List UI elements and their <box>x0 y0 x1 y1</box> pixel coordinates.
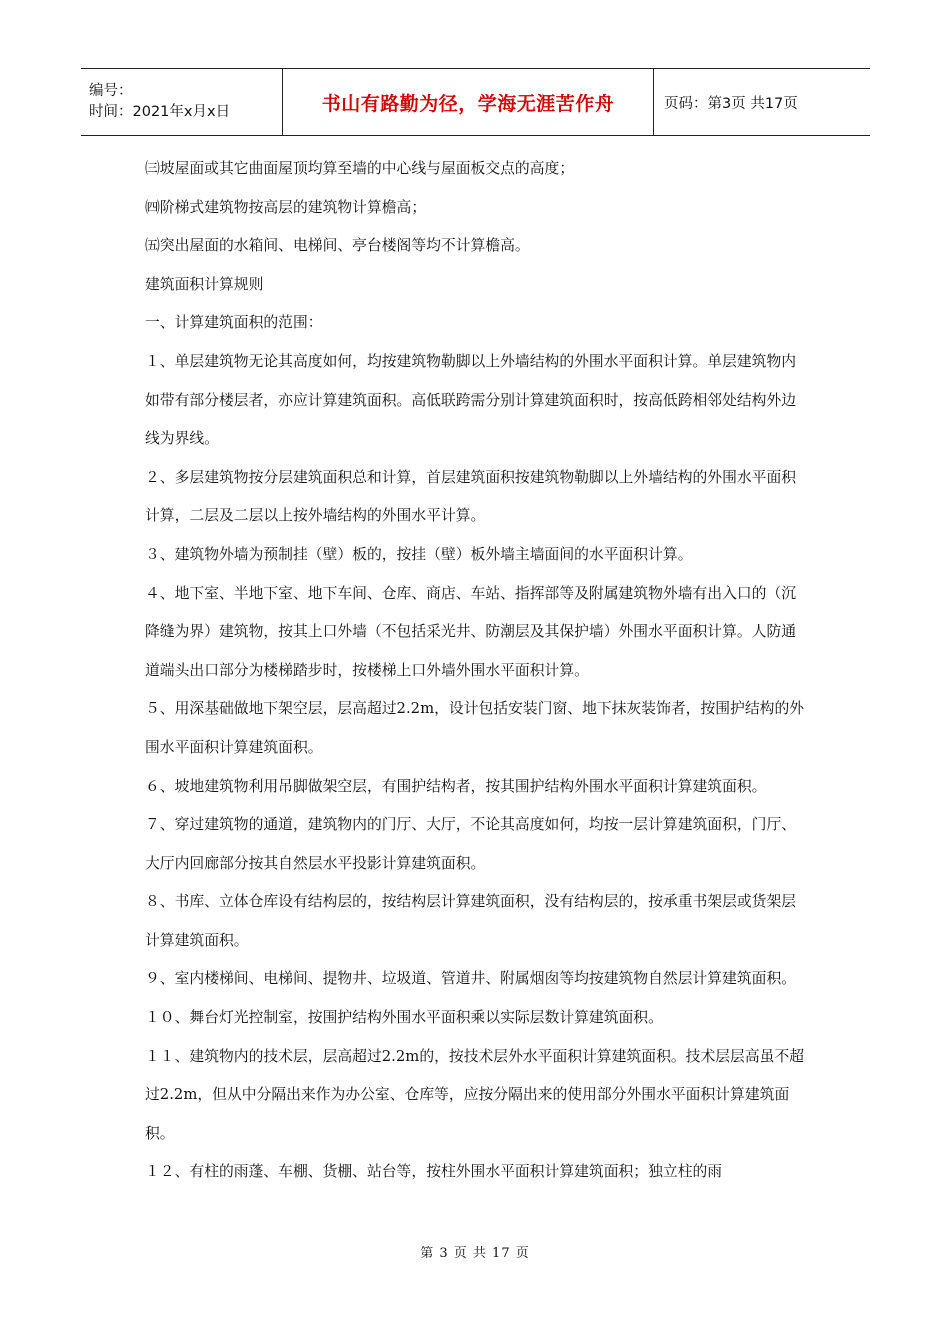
document-time-label: 时间：2021年x月x日 <box>89 104 231 120</box>
page-footer: 第 3 页 共 17 页 <box>420 1246 530 1261</box>
paragraph: ㈣阶梯式建筑物按高层的建筑物计算檐高； <box>145 198 427 216</box>
paragraph: ４、地下室、半地下室、地下车间、仓库、商店、车站、指挥部等及附属建筑物外墙有出入口的（沉降缝为界）建筑物，按其上口外墙（不包括采光井、防潮层及其保护墙）外围水平面积计算。人防通道端头出口部分为楼梯踏步时，按楼梯上口外墙外围水平面积计算。 <box>145 584 797 679</box>
paragraph: ３、建筑物外墙为预制挂（壁）板的，按挂（壁）板外墙主墙面间的水平面积计算。 <box>145 545 693 563</box>
paragraph: ９、室内楼梯间、电梯间、提物井、垃圾道、管道井、附属烟囱等均按建筑物自然层计算建筑面积。 <box>145 970 797 988</box>
paragraph: ２、多层建筑物按分层建筑面积总和计算，首层建筑面积按建筑物勒脚以上外墙结构的外围水平面积计算，二层及二层以上按外墙结构的外围水平计算。 <box>145 468 797 525</box>
paragraph: ㈤突出屋面的水箱间、电梯间、亭台楼阁等均不计算檐高。 <box>145 237 530 255</box>
paragraph: １１、建筑物内的技术层，层高超过2.2m的，按技术层外水平面积计算建筑面积。技术层层高虽不超过2.2m，但从中分隔出来作为办公室、仓库等，应按分隔出来的使用部分外围水平面积计算建筑面积。 <box>145 1047 805 1142</box>
section-subtitle: 一、计算建筑面积的范围： <box>145 314 323 332</box>
paragraph: ６、坡地建筑物利用吊脚做架空层，有围护结构者，按其围护结构外围水平面积计算建筑面积。 <box>145 777 767 795</box>
document-body <box>145 150 810 1192</box>
header-page-info: 页码：第3页 共17页 <box>664 95 798 112</box>
paragraph: １０、舞台灯光控制室，按围护结构外围水平面积乘以实际层数计算建筑面积。 <box>145 1009 663 1027</box>
document-number-label: 编号： <box>89 83 133 99</box>
page-header <box>81 68 870 136</box>
header-motto: 书山有路勤为径，学海无涯苦作舟 <box>283 69 654 135</box>
paragraph: ７、穿过建筑物的通道，建筑物内的门厅、大厅，不论其高度如何，均按一层计算建筑面积，门厅、大厅内回廊部分按其自然层水平投影计算建筑面积。 <box>145 816 797 872</box>
paragraph: ５、用深基础做地下架空层，层高超过2.2m，设计包括安装门窗、地下抹灰装饰者，按围护结构的外围水平面积计算建筑面积。 <box>145 700 805 756</box>
paragraph: ８、书库、立体仓库设有结构层的，按结构层计算建筑面积，没有结构层的，按承重书架层或货架层计算建筑面积。 <box>145 893 797 949</box>
paragraph: １、单层建筑物无论其高度如何，均按建筑物勒脚以上外墙结构的外围水平面积计算。单层建筑物内如带有部分楼层者，亦应计算建筑面积。高低联跨需分别计算建筑面积时，按高低跨相邻处结构外边线为界线。 <box>145 352 797 448</box>
paragraph: １２、有柱的雨蓬、车棚、货棚、站台等，按柱外围水平面积计算建筑面积；独立柱的雨 <box>145 1163 723 1181</box>
paragraph: ㈢坡屋面或其它曲面屋顶均算至墙的中心线与屋面板交点的高度； <box>145 160 575 177</box>
header-meta <box>81 69 283 135</box>
section-title: 建筑面积计算规则 <box>145 275 264 293</box>
